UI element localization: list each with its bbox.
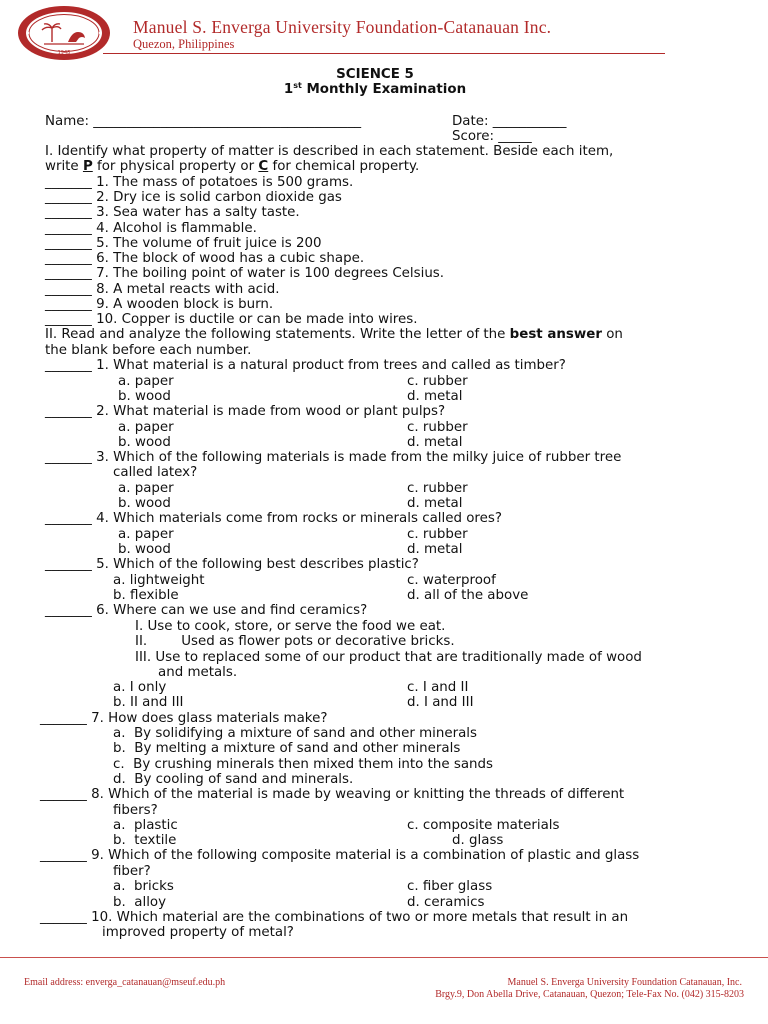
letterhead [0, 0, 768, 62]
q6-statement-ii: II. Used as flower pots or decorative bricks. [135, 634, 455, 649]
q4-option-a: a. paper [118, 527, 174, 542]
subject-title: SCIENCE 5 [336, 67, 414, 82]
q1-option-d: d. metal [407, 389, 463, 404]
question-3-cont: called latex? [113, 465, 198, 480]
q6-option-b: b. II and III [113, 695, 184, 710]
question-8-cont: fibers? [113, 803, 158, 818]
q7-option-c: c. By crushing minerals then mixed them into the sands [113, 757, 493, 772]
question-10: _______ 10. Which material are the combinations of two or more metals that result in an [40, 910, 629, 925]
q8-option-c: c. composite materials [407, 818, 560, 833]
q4-option-c: c. rubber [407, 527, 468, 542]
q9-option-a: a. bricks [113, 879, 174, 894]
q3-option-d: d. metal [407, 496, 463, 511]
q7-option-d: d. By cooling of sand and minerals. [113, 772, 354, 787]
part1-item-5: _______ 5. The volume of fruit juice is 200 [45, 236, 322, 251]
part1-item-10: _______ 10. Copper is ductile or can be made into wires. [45, 312, 418, 327]
q1-option-b: b. wood [118, 389, 171, 404]
question-10-cont: improved property of metal? [102, 925, 294, 940]
part1-item-8: _______ 8. A metal reacts with acid. [45, 282, 280, 297]
q6-statement-iii: III. Use to replaced some of our product that are traditionally made of wood [135, 650, 642, 665]
part1-item-9: _______ 9. A wooden block is burn. [45, 297, 274, 312]
institution-location: Quezon, Philippines [133, 37, 235, 51]
part1-item-4: _______ 4. Alcohol is flammable. [45, 221, 257, 236]
part1-instruction: I. Identify what property of matter is described in each statement. Beside each item, [45, 144, 614, 159]
part2-instruction: II. Read and analyze the following statements. Write the letter of the best answer on [45, 327, 623, 342]
question-2: _______ 2. What material is made from wood or plant pulps? [45, 404, 446, 419]
footer-email: Email address: enverga_catanauan@mseuf.edu.ph [24, 977, 226, 988]
question-4: _______ 4. Which materials come from rocks or minerals called ores? [45, 511, 502, 526]
q2-option-c: c. rubber [407, 420, 468, 435]
q1-option-a: a. paper [118, 374, 174, 389]
question-9-cont: fiber? [113, 864, 151, 879]
footer-divider [0, 957, 768, 958]
q6-option-d: d. I and III [407, 695, 474, 710]
q3-option-c: c. rubber [407, 481, 468, 496]
question-7: _______ 7. How does glass materials make? [40, 711, 328, 726]
part1-item-2: _______ 2. Dry ice is solid carbon dioxide gas [45, 190, 342, 205]
q1-option-c: c. rubber [407, 374, 468, 389]
exam-title: 1st Monthly Examination [283, 81, 467, 97]
date-field[interactable]: Date: ___________ [452, 114, 567, 129]
q2-option-a: a. paper [118, 420, 174, 435]
q6-option-c: c. I and II [407, 680, 469, 695]
institution-name: Manuel S. Enverga University Foundation-Catanauan Inc. [133, 17, 552, 37]
part1-item-3: _______ 3. Sea water has a salty taste. [45, 205, 300, 220]
q3-option-a: a. paper [118, 481, 174, 496]
footer-address: Brgy.9, Don Abella Drive, Catanauan, Quezon; Tele-Fax No. (042) 315-8203 [435, 989, 744, 1000]
q9-option-b: b. alloy [113, 895, 167, 910]
q3-option-b: b. wood [118, 496, 171, 511]
question-5: _______ 5. Which of the following best describes plastic? [45, 557, 419, 572]
question-1: _______ 1. What material is a natural product from trees and called as timber? [45, 358, 566, 373]
question-3: _______ 3. Which of the following materials is made from the milky juice of rubber tree [45, 450, 622, 465]
q6-option-a: a. I only [113, 680, 167, 695]
q6-statement-iii-cont: and metals. [158, 665, 238, 680]
name-field[interactable]: Name: ________________________________________ [45, 114, 362, 129]
q5-option-d: d. all of the above [407, 588, 529, 603]
q5-option-a: a. lightweight [113, 573, 205, 588]
q8-option-d: d. glass [452, 833, 504, 848]
q6-statement-i: I. Use to cook, store, or serve the food we eat. [135, 619, 446, 634]
q8-option-b: b. textile [113, 833, 177, 848]
footer-organization: Manuel S. Enverga University Foundation Catanauan, Inc. [507, 977, 742, 988]
q8-option-a: a. plastic [113, 818, 178, 833]
q5-option-b: b. flexible [113, 588, 179, 603]
score-field[interactable]: Score: _____ [452, 129, 532, 144]
part1-item-1: _______ 1. The mass of potatoes is 500 grams. [45, 175, 354, 190]
q9-option-d: d. ceramics [407, 895, 485, 910]
q4-option-d: d. metal [407, 542, 463, 557]
svg-text:1948: 1948 [57, 50, 71, 56]
part1-item-6: _______ 6. The block of wood has a cubic shape. [45, 251, 365, 266]
q4-option-b: b. wood [118, 542, 171, 557]
q7-option-b: b. By melting a mixture of sand and other minerals [113, 741, 461, 756]
part1-item-7: _______ 7. The boiling point of water is 100 degrees Celsius. [45, 266, 445, 281]
header-divider [103, 53, 665, 54]
q5-option-c: c. waterproof [407, 573, 496, 588]
q7-option-a: a. By solidifying a mixture of sand and other minerals [113, 726, 477, 741]
question-6: _______ 6. Where can we use and find ceramics? [45, 603, 368, 618]
q2-option-d: d. metal [407, 435, 463, 450]
university-seal-logo [16, 4, 112, 62]
question-8: _______ 8. Which of the material is made by weaving or knitting the threads of different [40, 787, 625, 802]
part2-instruction-cont: the blank before each number. [45, 343, 252, 358]
q2-option-b: b. wood [118, 435, 171, 450]
part1-instruction-cont: write P for physical property or C for chemical property. [45, 159, 420, 174]
q9-option-c: c. fiber glass [407, 879, 493, 894]
question-9: _______ 9. Which of the following composite material is a combination of plastic and glass [40, 848, 640, 863]
